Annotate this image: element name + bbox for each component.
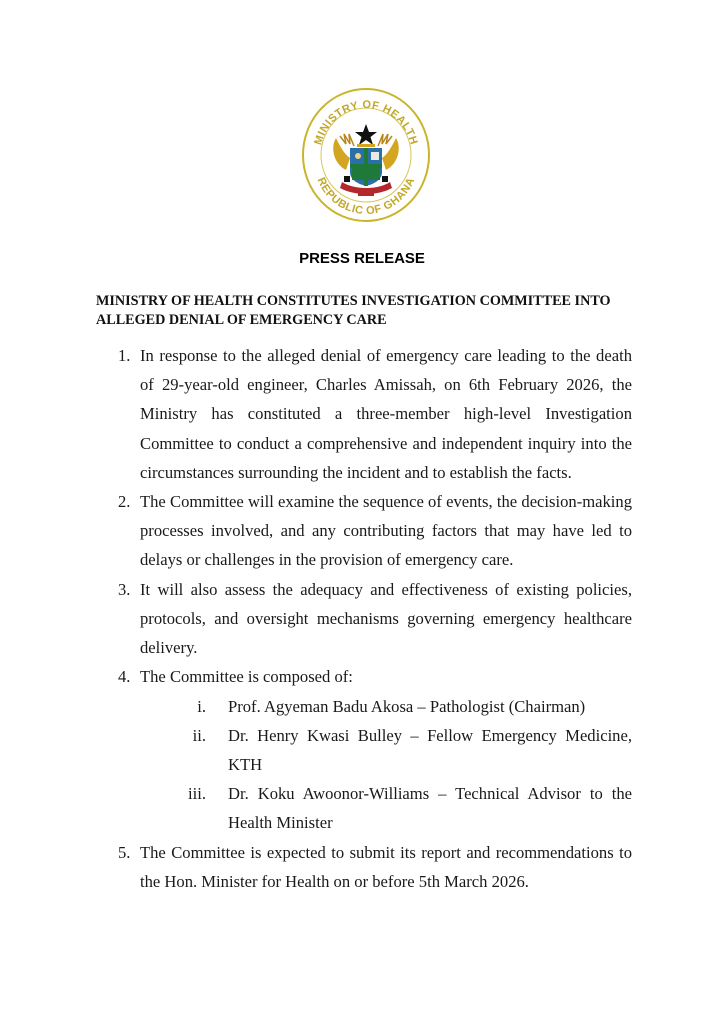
- list-item-text: The Committee will examine the sequence of events, the decision-making processes involved, and any contributing factors that may have led to delays or challenges in the provision of emergency care.: [140, 492, 632, 570]
- member-text: Prof. Agyeman Badu Akosa – Pathologist (Chairman): [228, 697, 586, 716]
- list-item-text: The Committee is composed of:: [140, 667, 353, 686]
- roman-numeral: ii.: [192, 726, 206, 745]
- ghana-coat-of-arms-icon: [300, 86, 432, 224]
- roman-numeral: i.: [197, 697, 206, 716]
- member-text: Dr. Koku Awoonor-Williams – Technical Advisor to the Health Minister: [228, 784, 632, 833]
- list-number: 5.: [118, 843, 131, 862]
- ministry-of-health-seal: [300, 86, 432, 224]
- press-release-headline: [96, 292, 636, 330]
- list-number: 4.: [118, 667, 131, 686]
- list-item-text: In response to the alleged denial of emergency care leading to the death of 29-year-old engineer, Charles Amissah, on 6th February 2026, the Ministry has constituted a three-member high-level Investigation Committee to conduct a comprehensive and independent inquiry into the circumstances surrounding the incident and to establish the facts.: [140, 346, 632, 482]
- member-text: Dr. Henry Kwasi Bulley – Fellow Emergency Medicine, KTH: [228, 726, 632, 775]
- roman-numeral: iii.: [188, 784, 206, 803]
- list-number: 3.: [118, 580, 131, 599]
- svg-text:MINISTRY OF HEALTH: MINISTRY OF HEALTH: [312, 98, 420, 147]
- page-title: PRESS RELEASE: [299, 250, 425, 267]
- list-item-text: It will also assess the adequacy and effectiveness of existing policies, protocols, and oversight mechanisms governing emergency healthcare delivery.: [140, 580, 632, 658]
- headline-line-1: MINISTRY OF HEALTH CONSTITUTES INVESTIGATION COMMITTEE INTO: [96, 293, 611, 309]
- list-number: 2.: [118, 492, 131, 511]
- list-item-text: The Committee is expected to submit its report and recommendations to the Hon. Minister for Health on or before 5th March 2026.: [140, 843, 632, 892]
- svg-text:REPUBLIC OF GHANA: REPUBLIC OF GHANA: [314, 175, 418, 218]
- list-number: 1.: [118, 346, 131, 365]
- headline-line-2: ALLEGED DENIAL OF EMERGENCY CARE: [96, 312, 387, 328]
